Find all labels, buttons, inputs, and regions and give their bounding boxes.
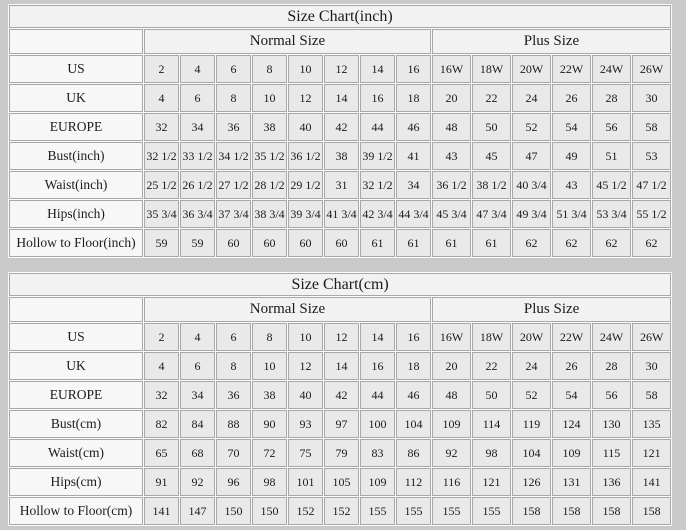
size-value-cell: 24 [512, 352, 551, 380]
size-value-cell: 6 [216, 55, 251, 83]
size-value-cell: 14 [324, 84, 359, 112]
size-value-cell: 61 [432, 229, 471, 257]
size-value-cell: 83 [360, 439, 395, 467]
size-value-cell: 16 [360, 84, 395, 112]
size-value-cell: 12 [324, 55, 359, 83]
size-value-cell: 124 [552, 410, 591, 438]
size-value-cell: 35 1/2 [252, 142, 287, 170]
size-value-cell: 68 [180, 439, 215, 467]
row-label: US [9, 55, 143, 83]
size-value-cell: 36 3/4 [180, 200, 215, 228]
size-value-cell: 60 [252, 229, 287, 257]
size-value-cell: 131 [552, 468, 591, 496]
size-value-cell: 98 [472, 439, 511, 467]
size-value-cell: 34 [180, 113, 215, 141]
size-value-cell: 18W [472, 323, 511, 351]
size-value-cell: 70 [216, 439, 251, 467]
size-value-cell: 42 [324, 113, 359, 141]
size-value-cell: 116 [432, 468, 471, 496]
size-row [9, 323, 671, 351]
size-value-cell: 32 1/2 [144, 142, 179, 170]
size-value-cell: 47 1/2 [632, 171, 671, 199]
size-value-cell: 39 1/2 [360, 142, 395, 170]
size-row [9, 352, 671, 380]
size-row [9, 142, 671, 170]
size-value-cell: 8 [252, 323, 287, 351]
size-value-cell: 114 [472, 410, 511, 438]
size-value-cell: 53 [632, 142, 671, 170]
size-value-cell: 14 [360, 55, 395, 83]
size-value-cell: 135 [632, 410, 671, 438]
size-value-cell: 53 3/4 [592, 200, 631, 228]
row-label: EUROPE [9, 113, 143, 141]
size-value-cell: 6 [180, 84, 215, 112]
size-value-cell: 47 3/4 [472, 200, 511, 228]
size-value-cell: 44 3/4 [396, 200, 431, 228]
size-value-cell: 25 1/2 [144, 171, 179, 199]
size-value-cell: 92 [432, 439, 471, 467]
size-value-cell: 6 [180, 352, 215, 380]
size-value-cell: 49 3/4 [512, 200, 551, 228]
size-value-cell: 24 [512, 84, 551, 112]
size-row [9, 497, 671, 525]
group-header-plus-size: Plus Size [432, 297, 671, 322]
group-header-row [9, 297, 671, 322]
size-value-cell: 62 [632, 229, 671, 257]
size-value-cell: 32 [144, 381, 179, 409]
group-empty-cell [9, 29, 143, 54]
size-value-cell: 158 [632, 497, 671, 525]
size-value-cell: 22 [472, 84, 511, 112]
size-value-cell: 60 [324, 229, 359, 257]
size-value-cell: 16 [396, 55, 431, 83]
size-value-cell: 36 [216, 113, 251, 141]
row-label: UK [9, 352, 143, 380]
size-value-cell: 62 [592, 229, 631, 257]
size-value-cell: 119 [512, 410, 551, 438]
size-value-cell: 34 [180, 381, 215, 409]
size-value-cell: 40 [288, 381, 323, 409]
size-value-cell: 150 [216, 497, 251, 525]
size-row [9, 200, 671, 228]
size-value-cell: 49 [552, 142, 591, 170]
size-value-cell: 28 [592, 84, 631, 112]
size-value-cell: 36 [216, 381, 251, 409]
size-value-cell: 16W [432, 323, 471, 351]
size-value-cell: 58 [632, 381, 671, 409]
size-value-cell: 59 [180, 229, 215, 257]
size-value-cell: 155 [360, 497, 395, 525]
size-value-cell: 28 [592, 352, 631, 380]
size-value-cell: 14 [324, 352, 359, 380]
size-value-cell: 37 3/4 [216, 200, 251, 228]
row-label: Hollow to Floor(inch) [9, 229, 143, 257]
size-value-cell: 12 [324, 323, 359, 351]
group-empty-cell [9, 297, 143, 322]
size-value-cell: 98 [252, 468, 287, 496]
size-value-cell: 28 1/2 [252, 171, 287, 199]
size-value-cell: 10 [252, 352, 287, 380]
size-value-cell: 109 [360, 468, 395, 496]
size-value-cell: 31 [324, 171, 359, 199]
size-value-cell: 79 [324, 439, 359, 467]
size-value-cell: 72 [252, 439, 287, 467]
size-value-cell: 16 [396, 323, 431, 351]
size-value-cell: 158 [512, 497, 551, 525]
size-value-cell: 54 [552, 113, 591, 141]
size-value-cell: 155 [396, 497, 431, 525]
size-value-cell: 6 [216, 323, 251, 351]
size-value-cell: 32 1/2 [360, 171, 395, 199]
size-value-cell: 52 [512, 381, 551, 409]
size-value-cell: 109 [552, 439, 591, 467]
size-row [9, 410, 671, 438]
size-row [9, 229, 671, 257]
size-value-cell: 4 [144, 84, 179, 112]
size-value-cell: 130 [592, 410, 631, 438]
size-value-cell: 34 1/2 [216, 142, 251, 170]
row-label: Hips(cm) [9, 468, 143, 496]
size-value-cell: 155 [472, 497, 511, 525]
group-header-plus-size: Plus Size [432, 29, 671, 54]
size-value-cell: 41 [396, 142, 431, 170]
size-value-cell: 84 [180, 410, 215, 438]
size-value-cell: 55 1/2 [632, 200, 671, 228]
size-chart-inch-table [8, 4, 672, 258]
size-value-cell: 22W [552, 55, 591, 83]
size-value-cell: 26W [632, 323, 671, 351]
size-value-cell: 50 [472, 113, 511, 141]
size-value-cell: 58 [632, 113, 671, 141]
size-value-cell: 52 [512, 113, 551, 141]
size-value-cell: 26 [552, 84, 591, 112]
size-value-cell: 104 [396, 410, 431, 438]
size-value-cell: 42 3/4 [360, 200, 395, 228]
row-label: Bust(inch) [9, 142, 143, 170]
size-value-cell: 30 [632, 352, 671, 380]
row-label: US [9, 323, 143, 351]
size-value-cell: 54 [552, 381, 591, 409]
size-value-cell: 10 [288, 323, 323, 351]
size-value-cell: 44 [360, 113, 395, 141]
size-row [9, 439, 671, 467]
size-value-cell: 40 3/4 [512, 171, 551, 199]
size-value-cell: 82 [144, 410, 179, 438]
size-value-cell: 45 [472, 142, 511, 170]
table-title-inch: Size Chart(inch) [9, 5, 671, 28]
size-value-cell: 100 [360, 410, 395, 438]
size-value-cell: 61 [396, 229, 431, 257]
size-value-cell: 18W [472, 55, 511, 83]
size-value-cell: 75 [288, 439, 323, 467]
title-row [9, 273, 671, 296]
size-value-cell: 112 [396, 468, 431, 496]
size-value-cell: 46 [396, 381, 431, 409]
row-label: Bust(cm) [9, 410, 143, 438]
size-value-cell: 126 [512, 468, 551, 496]
size-value-cell: 38 1/2 [472, 171, 511, 199]
size-value-cell: 24W [592, 323, 631, 351]
size-value-cell: 26 1/2 [180, 171, 215, 199]
size-value-cell: 152 [288, 497, 323, 525]
size-value-cell: 65 [144, 439, 179, 467]
size-value-cell: 36 1/2 [432, 171, 471, 199]
size-row [9, 171, 671, 199]
size-value-cell: 51 [592, 142, 631, 170]
size-row [9, 55, 671, 83]
size-value-cell: 38 3/4 [252, 200, 287, 228]
row-label: Hollow to Floor(cm) [9, 497, 143, 525]
size-value-cell: 14 [360, 323, 395, 351]
size-value-cell: 93 [288, 410, 323, 438]
size-value-cell: 16W [432, 55, 471, 83]
size-value-cell: 45 1/2 [592, 171, 631, 199]
size-value-cell: 4 [180, 55, 215, 83]
size-value-cell: 121 [632, 439, 671, 467]
table-title-cm: Size Chart(cm) [9, 273, 671, 296]
size-value-cell: 105 [324, 468, 359, 496]
size-value-cell: 141 [144, 497, 179, 525]
size-value-cell: 18 [396, 84, 431, 112]
size-value-cell: 56 [592, 113, 631, 141]
size-value-cell: 60 [288, 229, 323, 257]
size-value-cell: 51 3/4 [552, 200, 591, 228]
size-value-cell: 32 [144, 113, 179, 141]
size-value-cell: 141 [632, 468, 671, 496]
size-value-cell: 38 [252, 381, 287, 409]
size-value-cell: 45 3/4 [432, 200, 471, 228]
size-value-cell: 59 [144, 229, 179, 257]
size-value-cell: 18 [396, 352, 431, 380]
size-value-cell: 12 [288, 352, 323, 380]
size-value-cell: 86 [396, 439, 431, 467]
size-value-cell: 22 [472, 352, 511, 380]
size-row [9, 468, 671, 496]
size-value-cell: 38 [252, 113, 287, 141]
size-value-cell: 20W [512, 323, 551, 351]
size-value-cell: 96 [216, 468, 251, 496]
size-value-cell: 43 [552, 171, 591, 199]
size-value-cell: 33 1/2 [180, 142, 215, 170]
size-value-cell: 20 [432, 84, 471, 112]
size-value-cell: 136 [592, 468, 631, 496]
size-row [9, 381, 671, 409]
size-value-cell: 20W [512, 55, 551, 83]
size-value-cell: 38 [324, 142, 359, 170]
size-value-cell: 91 [144, 468, 179, 496]
size-value-cell: 44 [360, 381, 395, 409]
size-value-cell: 150 [252, 497, 287, 525]
size-value-cell: 2 [144, 323, 179, 351]
size-value-cell: 90 [252, 410, 287, 438]
size-value-cell: 47 [512, 142, 551, 170]
group-header-normal-size: Normal Size [144, 297, 431, 322]
group-header-normal-size: Normal Size [144, 29, 431, 54]
size-value-cell: 40 [288, 113, 323, 141]
size-value-cell: 10 [252, 84, 287, 112]
size-value-cell: 35 3/4 [144, 200, 179, 228]
size-row [9, 84, 671, 112]
group-header-row [9, 29, 671, 54]
size-value-cell: 4 [144, 352, 179, 380]
size-value-cell: 147 [180, 497, 215, 525]
size-value-cell: 43 [432, 142, 471, 170]
row-label: Waist(cm) [9, 439, 143, 467]
size-value-cell: 20 [432, 352, 471, 380]
size-value-cell: 30 [632, 84, 671, 112]
size-value-cell: 101 [288, 468, 323, 496]
size-value-cell: 92 [180, 468, 215, 496]
size-value-cell: 62 [512, 229, 551, 257]
size-value-cell: 158 [552, 497, 591, 525]
size-value-cell: 8 [252, 55, 287, 83]
size-value-cell: 26 [552, 352, 591, 380]
size-value-cell: 115 [592, 439, 631, 467]
size-chart-cm-table [8, 272, 672, 526]
size-value-cell: 60 [216, 229, 251, 257]
size-value-cell: 27 1/2 [216, 171, 251, 199]
size-value-cell: 104 [512, 439, 551, 467]
size-value-cell: 10 [288, 55, 323, 83]
row-label: Waist(inch) [9, 171, 143, 199]
size-value-cell: 29 1/2 [288, 171, 323, 199]
size-value-cell: 46 [396, 113, 431, 141]
size-value-cell: 50 [472, 381, 511, 409]
size-value-cell: 16 [360, 352, 395, 380]
size-value-cell: 22W [552, 323, 591, 351]
size-value-cell: 97 [324, 410, 359, 438]
size-row [9, 113, 671, 141]
row-label: Hips(inch) [9, 200, 143, 228]
size-value-cell: 42 [324, 381, 359, 409]
size-value-cell: 4 [180, 323, 215, 351]
size-value-cell: 26W [632, 55, 671, 83]
row-label: UK [9, 84, 143, 112]
size-value-cell: 56 [592, 381, 631, 409]
size-value-cell: 36 1/2 [288, 142, 323, 170]
size-value-cell: 155 [432, 497, 471, 525]
size-value-cell: 8 [216, 352, 251, 380]
size-value-cell: 158 [592, 497, 631, 525]
size-value-cell: 62 [552, 229, 591, 257]
size-value-cell: 152 [324, 497, 359, 525]
size-value-cell: 39 3/4 [288, 200, 323, 228]
size-value-cell: 48 [432, 381, 471, 409]
size-value-cell: 24W [592, 55, 631, 83]
size-value-cell: 34 [396, 171, 431, 199]
title-row [9, 5, 671, 28]
size-value-cell: 61 [360, 229, 395, 257]
size-value-cell: 88 [216, 410, 251, 438]
size-value-cell: 8 [216, 84, 251, 112]
size-value-cell: 2 [144, 55, 179, 83]
size-value-cell: 12 [288, 84, 323, 112]
size-value-cell: 109 [432, 410, 471, 438]
size-value-cell: 61 [472, 229, 511, 257]
size-value-cell: 41 3/4 [324, 200, 359, 228]
row-label: EUROPE [9, 381, 143, 409]
size-value-cell: 121 [472, 468, 511, 496]
size-value-cell: 48 [432, 113, 471, 141]
